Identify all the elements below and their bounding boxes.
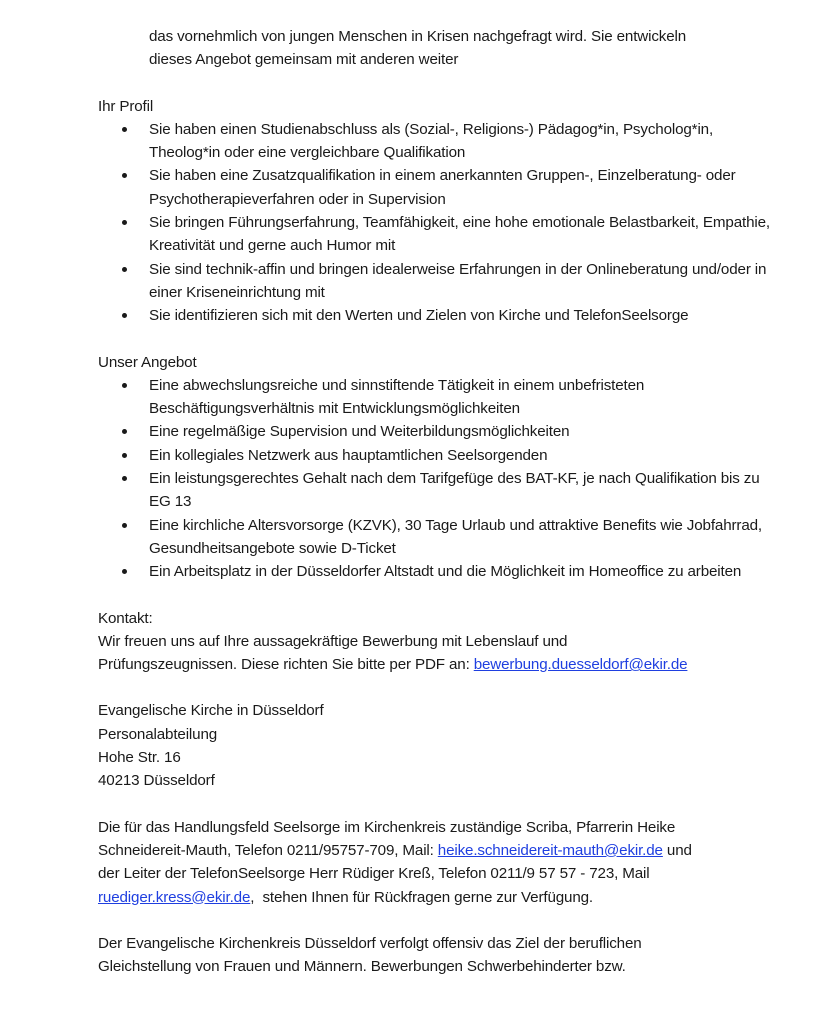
leiter-email-link[interactable]: ruediger.kress@ekir.de (98, 888, 251, 906)
equality-line: Gleichstellung von Frauen und Männern. Bewerbungen Schwerbehinderter bzw. (98, 958, 626, 976)
list-item: Sie bringen Führungserfahrung, Teamfähigkeit, eine hohe emotionale Belastbarkeit, Empathie, Kreativität und gerne auch Humor mit (98, 211, 778, 258)
address-street: Hohe Str. 16 (98, 749, 181, 767)
contacts-line: Die für das Handlungsfeld Seelsorge im Kirchenkreis zuständige Scriba, Pfarrerin Heike (98, 818, 676, 836)
profil-heading: Ihr Profil (98, 97, 154, 115)
bullet-icon (122, 569, 127, 574)
profil-list (98, 118, 778, 328)
bullet-icon (122, 383, 127, 388)
bullet-icon (122, 523, 127, 528)
address-org: Evangelische Kirche in Düsseldorf (98, 702, 324, 720)
kontakt-text: Wir freuen uns auf Ihre aussagekräftige Bewerbung mit Lebenslauf und (98, 632, 568, 650)
bullet-icon (122, 453, 127, 458)
list-item: Sie haben eine Zusatzqualifikation in einem anerkannten Gruppen-, Einzelberatung- oder Psychotherapieverfahren oder in Supervision (98, 164, 778, 211)
bullet-icon (122, 267, 127, 272)
intro-paragraph (98, 25, 778, 72)
scriba-email-link[interactable]: heike.schneidereit-mauth@ekir.de (437, 841, 663, 859)
equality-paragraph (98, 932, 778, 979)
bullet-icon (122, 127, 127, 132)
address-city: 40213 Düsseldorf (98, 772, 215, 790)
bullet-icon (122, 173, 127, 178)
bullet-icon (122, 429, 127, 434)
address-dept: Personalabteilung (98, 725, 218, 743)
contacts-paragraph (98, 816, 778, 909)
list-item: Sie sind technik-affin und bringen idealerweise Erfahrungen in der Onlineberatung und/oder in einer Kriseneinrichtung mit (98, 258, 778, 305)
angebot-heading: Unser Angebot (98, 353, 197, 371)
contacts-line: Schneidereit-Mauth, Telefon 0211/95757-709, Mail: heike.schneidereit-mauth@ekir.de und (98, 841, 692, 859)
kontakt-heading: Kontakt: (98, 609, 153, 627)
application-email-link[interactable]: bewerbung.duesseldorf@ekir.de (473, 656, 688, 674)
intro-line: das vornehmlich von jungen Menschen in Krisen nachgefragt wird. Sie entwickeln (149, 28, 687, 45)
contacts-line: der Leiter der TelefonSeelsorge Herr Rüdiger Kreß, Telefon 0211/9 57 57 - 723, Mail (98, 865, 650, 883)
list-item: Eine regelmäßige Supervision und Weiterbildungsmöglichkeiten (98, 420, 778, 443)
bullet-icon (122, 313, 127, 318)
postal-address (98, 699, 778, 792)
contacts-line: ruediger.kress@ekir.de, stehen Ihnen für Rückfragen gerne zur Verfügung. (98, 888, 593, 906)
bullet-icon (122, 220, 127, 225)
intro-line: dieses Angebot gemeinsam mit anderen weiter (149, 51, 459, 69)
bullet-icon (122, 476, 127, 481)
list-item: Eine abwechslungsreiche und sinnstiftende Tätigkeit in einem unbefristeten Beschäftigungsverhältnis mit Entwicklungsmöglichkeiten (98, 374, 778, 421)
list-item: Sie identifizieren sich mit den Werten und Zielen von Kirche und TelefonSeelsorge (98, 304, 778, 327)
angebot-list (98, 374, 778, 584)
equality-line: Der Evangelische Kirchenkreis Düsseldorf verfolgt offensiv das Ziel der beruflichen (98, 934, 642, 952)
list-item: Eine kirchliche Altersvorsorge (KZVK), 30 Tage Urlaub und attraktive Benefits wie Jobfahrrad, Gesundheitsangebote sowie D-Ticket (98, 514, 778, 561)
list-item: Ein Arbeitsplatz in der Düsseldorfer Altstadt und die Möglichkeit im Homeoffice zu arbeiten (98, 560, 778, 583)
list-item: Sie haben einen Studienabschluss als (Sozial-, Religions-) Pädagog*in, Psycholog*in, Theolog*in oder eine vergleichbare Qualifikation (98, 118, 778, 165)
list-item: Ein leistungsgerechtes Gehalt nach dem Tarifgefüge des BAT-KF, je nach Qualifikation bis zu EG 13 (98, 467, 778, 514)
kontakt-text: Prüfungszeugnissen. Diese richten Sie bitte per PDF an: bewerbung.duesseldorf@ekir.de (98, 656, 688, 674)
list-item: Ein kollegiales Netzwerk aus hauptamtlichen Seelsorgenden (98, 444, 778, 467)
